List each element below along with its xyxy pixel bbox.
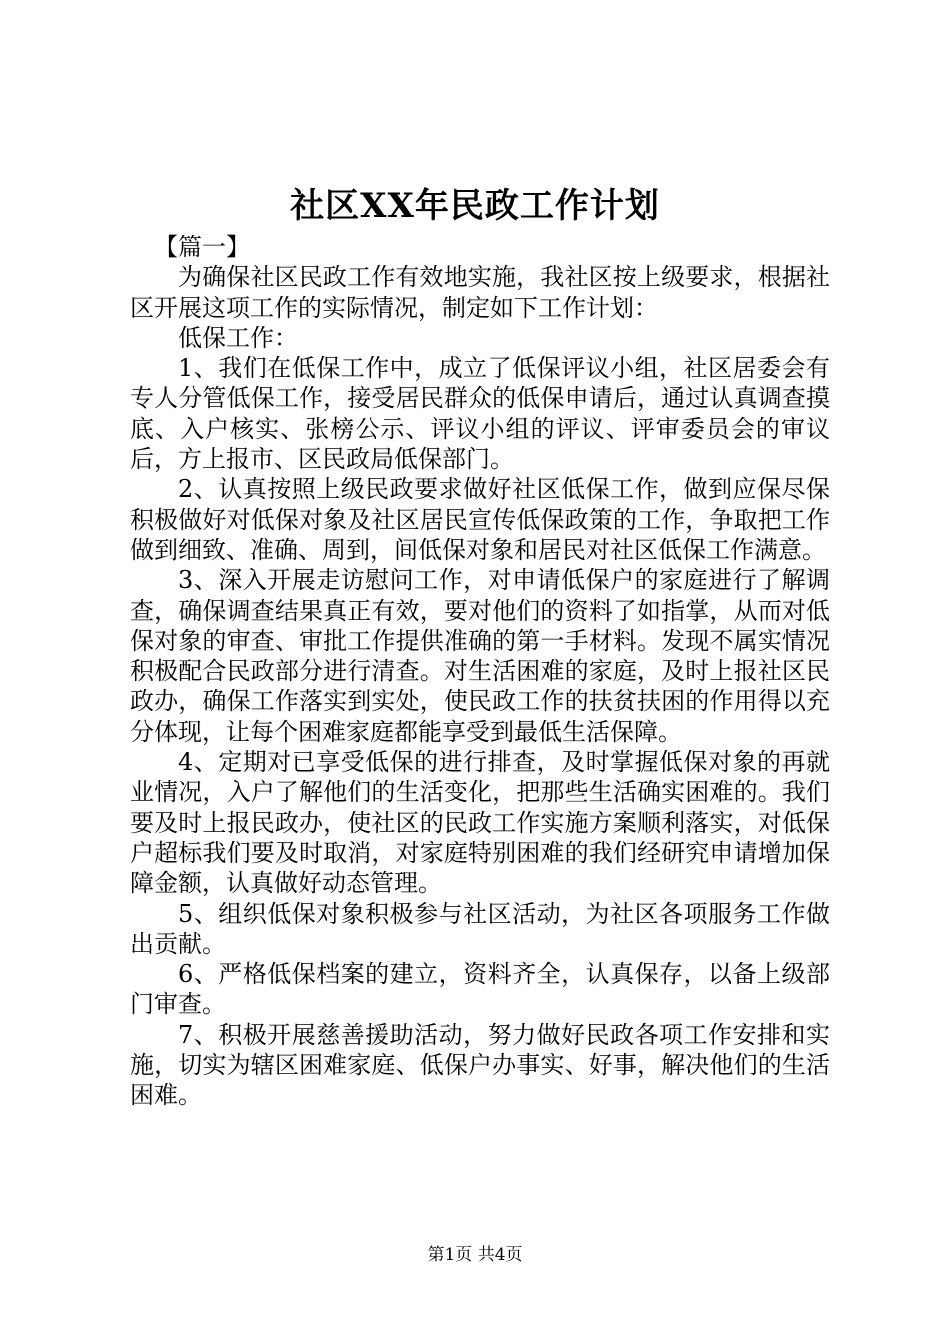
- paragraph-item-1: 1、我们在低保工作中，成立了低保评议小组，社区居委会有专人分管低保工作，接受居民群众的低保申请后，通过认真调查摸底、入户核实、张榜公示、评议小组的评议、评审委员会的审议后，方上报市、区民政局低保部门。: [130, 354, 830, 474]
- paragraph-item-5: 5、组织低保对象积极参与社区活动，为社区各项服务工作做出贡献。: [130, 899, 830, 958]
- paragraph-item-3: 3、深入开展走访慰问工作，对申请低保户的家庭进行了解调查，确保调查结果真正有效，要对他们的资料了如指掌，从而对低保对象的审查、审批工作提供准确的第一手材料。发现不属实情况积极配合民政部分进行清查。对生活困难的家庭，及时上报社区民政办，确保工作落实到实处，使民政工作的扶贫扶困的作用得以充分体现，让每个困难家庭都能享受到最低生活保障。: [130, 566, 830, 746]
- paragraph-item-6: 6、严格低保档案的建立，资料齐全，认真保存，以备上级部门审查。: [130, 960, 830, 1019]
- document-title: 社区XX年民政工作计划: [290, 186, 660, 226]
- intro-paragraph: 为确保社区民政工作有效地实施，我社区按上级要求，根据社区开展这项工作的实际情况，制定如下工作计划：: [130, 263, 830, 322]
- section-label: 【篇一】: [154, 233, 250, 261]
- paragraph-item-7: 7、积极开展慈善援助活动，努力做好民政各项工作安排和实施，切实为辖区困难家庭、低保户办事实、好事，解决他们的生活困难。: [130, 1020, 830, 1110]
- page-footer: 第1页 共4页: [427, 1245, 523, 1265]
- paragraph-item-4: 4、定期对已享受低保的进行排查，及时掌握低保对象的再就业情况，入户了解他们的生活变化，把那些生活确实困难的。我们要及时上报民政办，使社区的民政工作实施方案顺利落实，对低保户超标我们要及时取消，对家庭特别困难的我们经研究申请增加保障金额，认真做好动态管理。: [130, 748, 830, 898]
- paragraph-item-2: 2、认真按照上级民政要求做好社区低保工作，做到应保尽保积极做好对低保对象及社区居民宣传低保政策的工作，争取把工作做到细致、准确、周到，间低保对象和居民对社区低保工作满意。: [130, 475, 830, 564]
- document-body: [130, 232, 830, 1111]
- subheading-low-income-work: 低保工作：: [178, 323, 298, 352]
